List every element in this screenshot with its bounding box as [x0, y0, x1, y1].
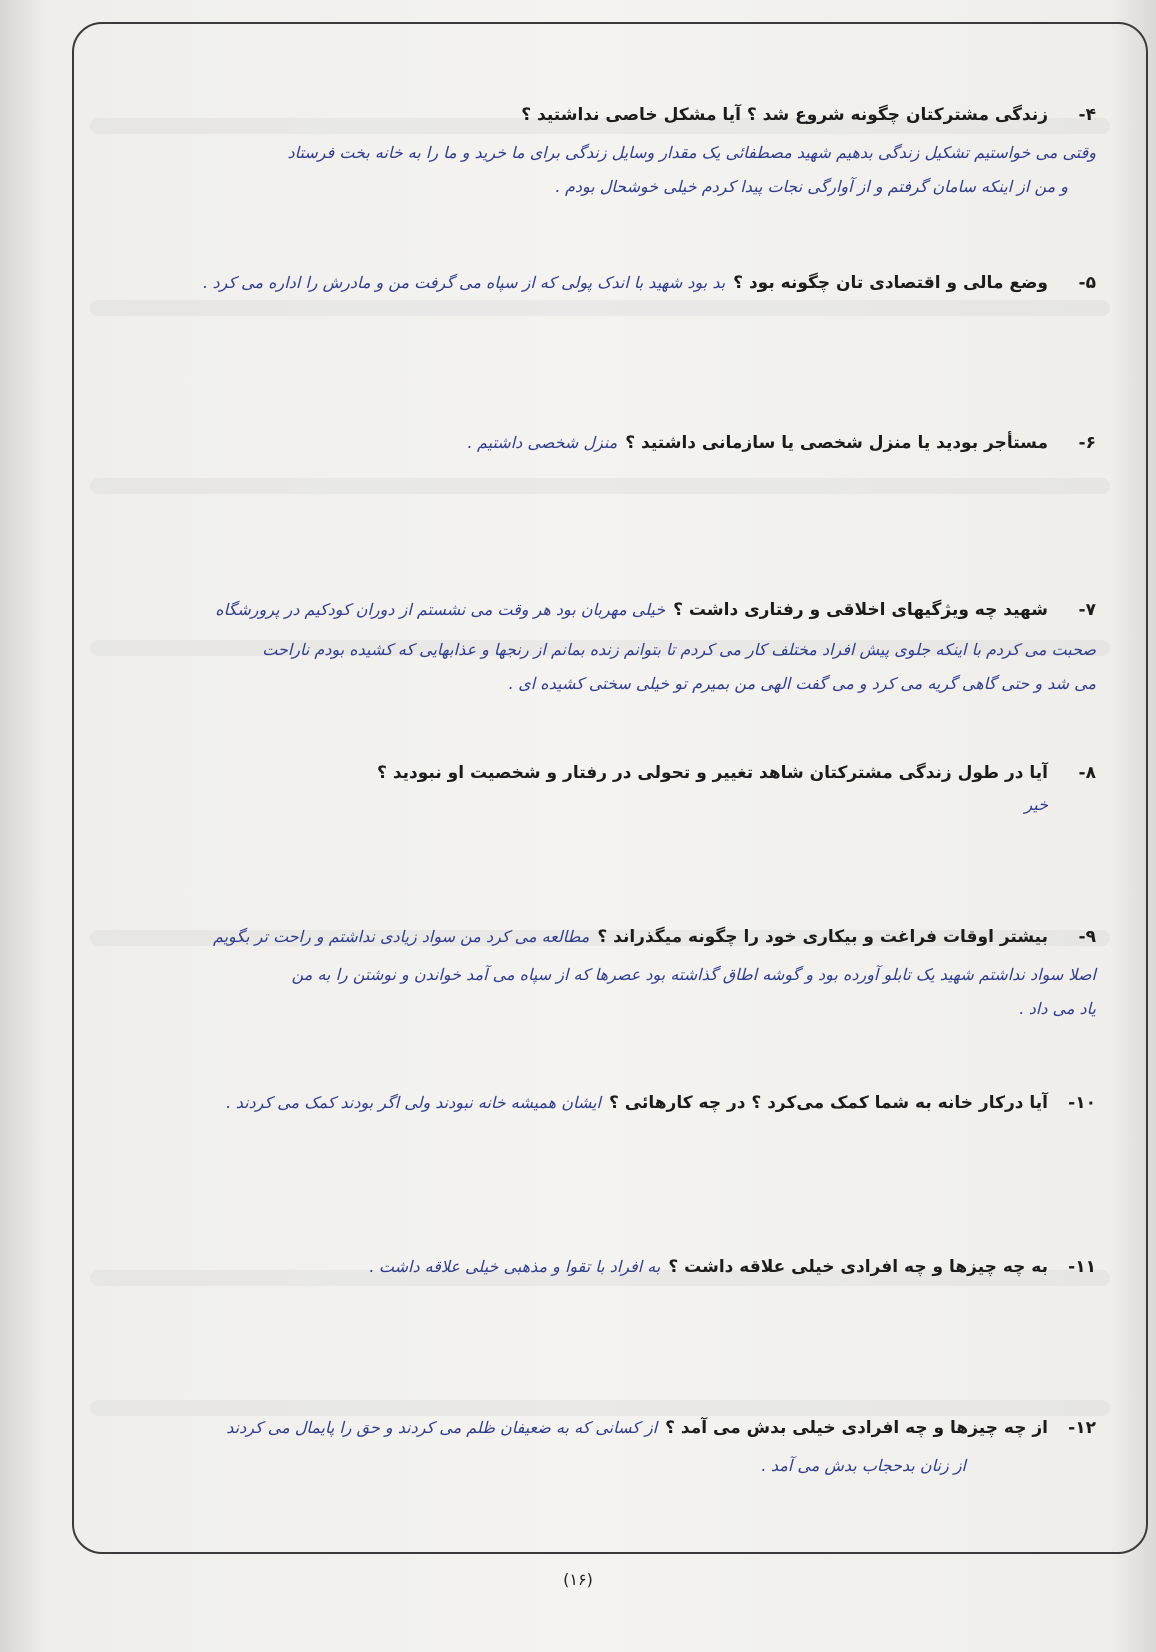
handwritten-answer-line: اصلا سواد نداشتم شهید یک تابلو آورده بود و گوشه اطاق گذاشته بود عصرها که از سپاه می آمد خواندن و نوشتن را به من	[291, 965, 1096, 984]
question-block-9	[96, 922, 1096, 1026]
question-line	[96, 1413, 1096, 1443]
question-line	[96, 1252, 1096, 1282]
question-number: ۵-	[1078, 273, 1096, 293]
question-line	[96, 100, 1096, 130]
question-text: شهید چه ویژگیهای اخلاقی و رفتاری داشت ؟	[673, 600, 1048, 620]
handwritten-answer: ایشان همیشه خانه نبودند ولی اگر بودند کمک می کردند .	[225, 1093, 601, 1112]
question-number: ۶-	[1078, 433, 1096, 453]
question-text: مستأجر بودید یا منزل شخصی یا سازمانی داشتید ؟	[625, 433, 1048, 453]
handwritten-answer-line: یاد می داد .	[1018, 999, 1096, 1018]
handwritten-answer: از کسانی که به ضعیفان ظلم می کردند و حق را پایمال می کردند	[226, 1418, 658, 1437]
page-number: (۱۶)	[563, 1570, 593, 1589]
question-line	[96, 595, 1096, 625]
question-block-10	[96, 1088, 1096, 1118]
question-text: به چه چیزها و چه افرادی خیلی علاقه داشت ؟	[668, 1257, 1048, 1277]
question-block-6	[96, 428, 1096, 458]
question-block-12	[96, 1413, 1096, 1483]
question-line	[96, 922, 1096, 952]
question-block-7	[96, 595, 1096, 701]
question-block-11	[96, 1252, 1096, 1282]
question-block-8	[96, 758, 1096, 822]
handwritten-answer: خیلی مهربان بود هر وقت می نشستم از دوران کودکیم در پرورشگاه	[215, 600, 666, 619]
handwritten-answer: منزل شخصی داشتیم .	[466, 433, 618, 452]
question-text: آیا درکار خانه به شما کمک می‌کرد ؟ در چه کارهائی ؟	[609, 1093, 1048, 1113]
question-number: ۹-	[1078, 927, 1096, 947]
question-line	[96, 758, 1096, 788]
handwritten-answer-line: و من از اینکه سامان گرفتم و از آوارگی نجات پیدا کردم خیلی خوشحال بودم .	[554, 177, 1068, 196]
handwritten-answer-line: می شد و حتی گاهی گریه می کرد و می گفت الهی من بمیرم تو خیلی سختی کشیده ای .	[508, 674, 1096, 693]
question-number: ۱۰-	[1068, 1093, 1096, 1113]
question-block-4	[96, 100, 1096, 204]
question-text: از چه چیزها و چه افرادی خیلی بدش می آمد ؟	[665, 1418, 1048, 1438]
question-number: ۱۱-	[1068, 1257, 1096, 1277]
question-text: آیا در طول زندگی مشترکتان شاهد تغییر و تحولی در رفتار و شخصیت او نبودید ؟	[377, 763, 1048, 783]
question-number: ۱۲-	[1068, 1418, 1096, 1438]
question-line	[96, 268, 1096, 298]
handwritten-answer-line: وقتی می خواستیم تشکیل زندگی بدهیم شهید مصطفائی یک مقدار وسایل زندگی برای ما خرید و ما را به خانه بخت فرستاد	[287, 143, 1096, 162]
handwritten-answer: مطالعه می کرد من سواد زیادی نداشتم و راحت تر بگویم	[212, 927, 590, 946]
question-number: ۴-	[1078, 105, 1096, 125]
handwritten-answer: بد بود شهید با اندک پولی که از سپاه می گرفت من و مادرش را اداره می کرد .	[202, 273, 726, 292]
handwritten-answer-line: خیر	[1024, 795, 1048, 814]
question-number: ۸-	[1078, 763, 1096, 783]
question-text: بیشتر اوقات فراغت و بیکاری خود را چگونه میگذراند ؟	[597, 927, 1048, 947]
handwritten-answer-line: از زنان بدحجاب بدش می آمد .	[760, 1456, 966, 1475]
question-line	[96, 1088, 1096, 1118]
question-line	[96, 428, 1096, 458]
question-text: زندگی مشترکتان چگونه شروع شد ؟ آیا مشکل خاصی نداشتید ؟	[521, 105, 1048, 125]
question-text: وضع مالی و اقتصادی تان چگونه بود ؟	[733, 273, 1048, 293]
handwritten-answer: به افراد با تقوا و مذهبی خیلی علاقه داشت .	[368, 1257, 661, 1276]
question-block-5	[96, 268, 1096, 298]
question-number: ۷-	[1078, 600, 1096, 620]
handwritten-answer-line: صحبت می کردم با اینکه جلوی پیش افراد مختلف کار می کردم تا بتوانم زنده بمانم از رنجها و عذابهایی که کشیده بودم ناراحت	[262, 640, 1096, 659]
